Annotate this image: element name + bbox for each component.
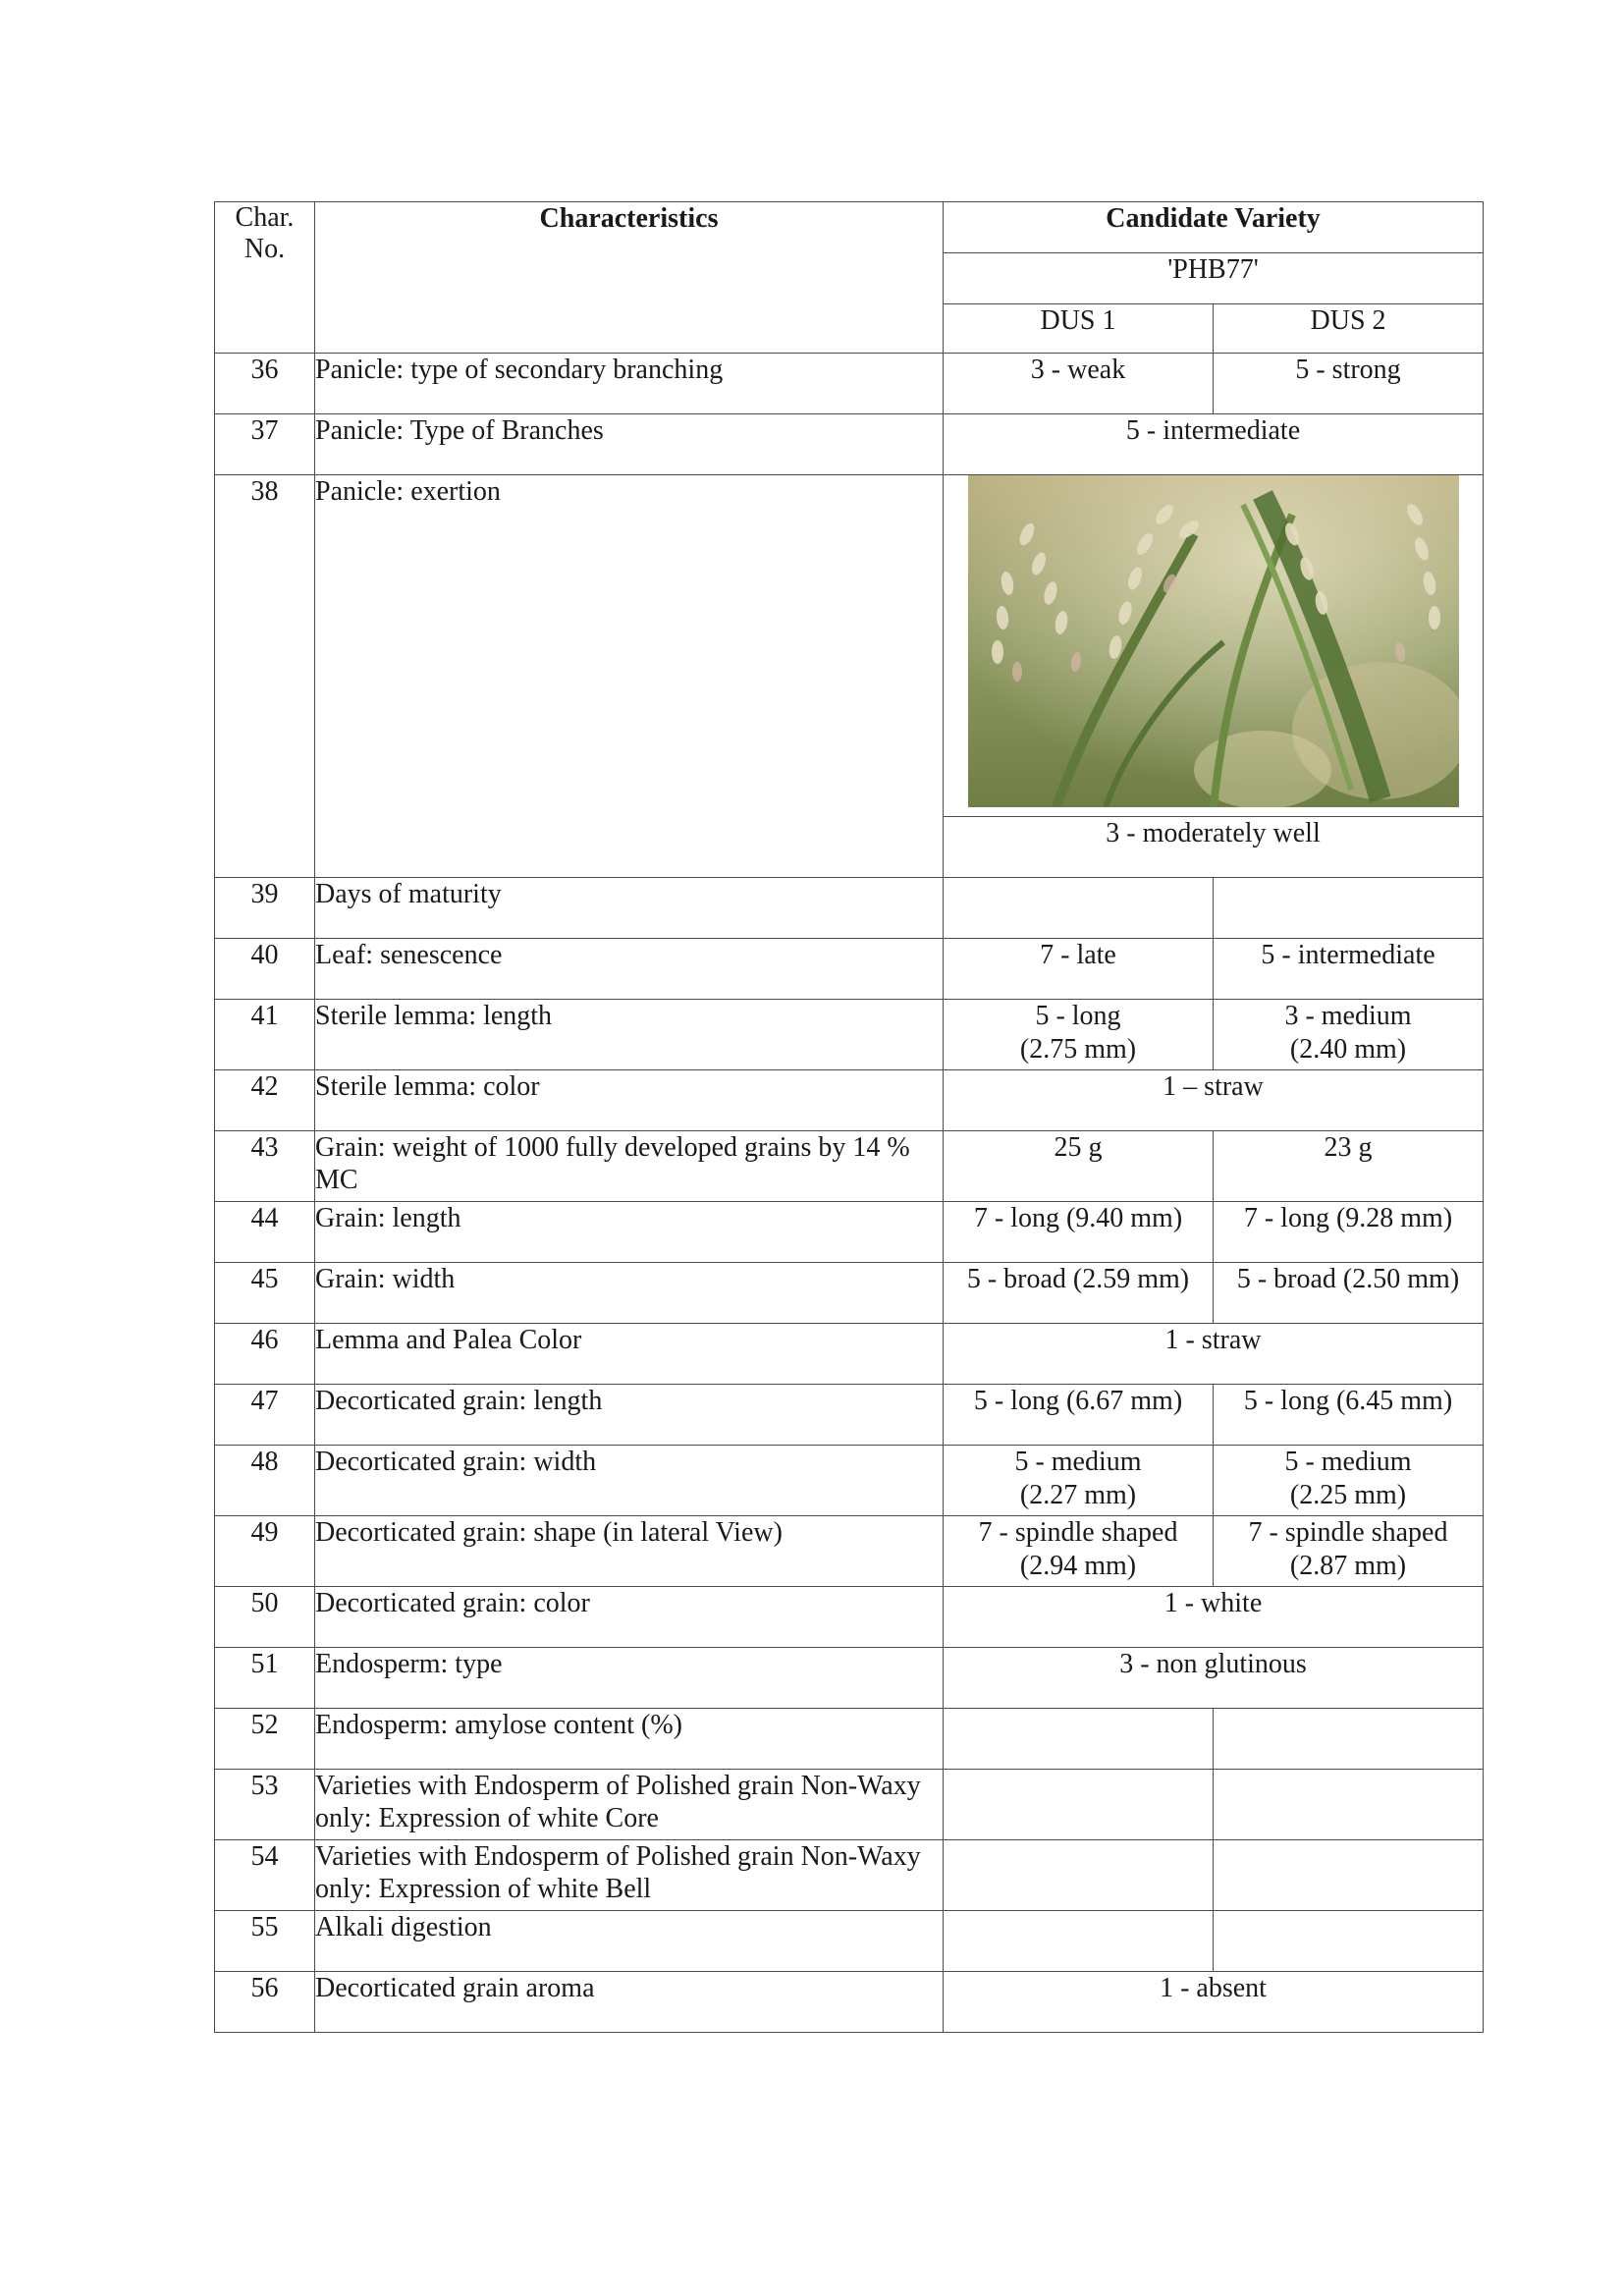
row-number: 40 xyxy=(215,939,315,1000)
dus2-value: 5 - broad (2.50 mm) xyxy=(1214,1263,1484,1324)
dus2-value: 7 - spindle shaped (2.87 mm) xyxy=(1214,1516,1484,1587)
table-row xyxy=(215,1070,1484,1131)
dus1-value: 5 - long (2.75 mm) xyxy=(944,1000,1214,1070)
characteristic-label: Decorticated grain aroma xyxy=(315,1972,944,2033)
table-row xyxy=(215,1587,1484,1648)
row-number: 47 xyxy=(215,1385,315,1446)
characteristic-label: Varieties with Endosperm of Polished grain Non-Waxy only: Expression of white Bell xyxy=(315,1840,944,1911)
dus1-value xyxy=(944,1840,1214,1911)
dus2-value xyxy=(1214,1709,1484,1770)
table-row xyxy=(215,354,1484,414)
row-number: 41 xyxy=(215,1000,315,1070)
dus2-value: 5 - medium (2.25 mm) xyxy=(1214,1446,1484,1516)
table-row xyxy=(215,1000,1484,1070)
characteristic-label: Sterile lemma: length xyxy=(315,1000,944,1070)
char-no-header: Char. No. xyxy=(215,202,315,354)
table-row xyxy=(215,1385,1484,1446)
table-row xyxy=(215,1709,1484,1770)
combined-value: 1 - straw xyxy=(944,1324,1484,1385)
dus1-value: 5 - broad (2.59 mm) xyxy=(944,1263,1214,1324)
row-number: 50 xyxy=(215,1587,315,1648)
row-number: 43 xyxy=(215,1131,315,1202)
dus1-header: DUS 1 xyxy=(944,304,1214,354)
dus1-value xyxy=(944,1911,1214,1972)
row-number: 54 xyxy=(215,1840,315,1911)
characteristic-label: Decorticated grain: shape (in lateral View) xyxy=(315,1516,944,1587)
characteristic-label: Decorticated grain: length xyxy=(315,1385,944,1446)
dus2-value xyxy=(1214,1840,1484,1911)
table-row xyxy=(215,1324,1484,1385)
table-row xyxy=(215,1131,1484,1202)
characteristic-label: Endosperm: amylose content (%) xyxy=(315,1709,944,1770)
dus1-value xyxy=(944,878,1214,939)
row-number: 48 xyxy=(215,1446,315,1516)
row-number: 37 xyxy=(215,414,315,475)
dus1-value: 25 g xyxy=(944,1131,1214,1202)
dus1-value: 3 - weak xyxy=(944,354,1214,414)
table-row xyxy=(215,1263,1484,1324)
table-row xyxy=(215,1516,1484,1587)
dus-characteristics-table xyxy=(214,201,1484,2033)
dus2-value: 3 - medium (2.40 mm) xyxy=(1214,1000,1484,1070)
table-row xyxy=(215,1648,1484,1709)
characteristic-label: Endosperm: type xyxy=(315,1648,944,1709)
dus1-value: 7 - spindle shaped (2.94 mm) xyxy=(944,1516,1214,1587)
row-number: 36 xyxy=(215,354,315,414)
dus2-value xyxy=(1214,1770,1484,1840)
candidate-variety-header: Candidate Variety xyxy=(944,202,1484,253)
dus2-value: 7 - long (9.28 mm) xyxy=(1214,1202,1484,1263)
table-row xyxy=(215,1911,1484,1972)
rice-panicle-photo xyxy=(968,475,1459,807)
dus2-value xyxy=(1214,878,1484,939)
dus1-value: 7 - late xyxy=(944,939,1214,1000)
row-number: 56 xyxy=(215,1972,315,2033)
row-number: 46 xyxy=(215,1324,315,1385)
table-row xyxy=(215,1972,1484,2033)
characteristic-label: Sterile lemma: color xyxy=(315,1070,944,1131)
characteristic-label: Panicle: exertion xyxy=(315,475,944,878)
combined-value: 1 - white xyxy=(944,1587,1484,1648)
table-row xyxy=(215,1446,1484,1516)
row-number: 53 xyxy=(215,1770,315,1840)
row-number: 39 xyxy=(215,878,315,939)
table-row xyxy=(215,1840,1484,1911)
combined-value: 1 – straw xyxy=(944,1070,1484,1131)
dus1-value xyxy=(944,1770,1214,1840)
combined-value: 5 - intermediate xyxy=(944,414,1484,475)
combined-value: 3 - moderately well xyxy=(944,817,1484,878)
dus2-value xyxy=(1214,1911,1484,1972)
dus1-value xyxy=(944,1709,1214,1770)
characteristic-label: Varieties with Endosperm of Polished grain Non-Waxy only: Expression of white Core xyxy=(315,1770,944,1840)
characteristics-header: Characteristics xyxy=(315,202,944,354)
row-number: 51 xyxy=(215,1648,315,1709)
row-number: 52 xyxy=(215,1709,315,1770)
characteristic-label: Alkali digestion xyxy=(315,1911,944,1972)
row-number: 45 xyxy=(215,1263,315,1324)
row-number: 38 xyxy=(215,475,315,878)
characteristic-label: Grain: width xyxy=(315,1263,944,1324)
characteristic-label: Lemma and Palea Color xyxy=(315,1324,944,1385)
table-row xyxy=(215,939,1484,1000)
dus1-value: 7 - long (9.40 mm) xyxy=(944,1202,1214,1263)
dus1-value: 5 - medium (2.27 mm) xyxy=(944,1446,1214,1516)
characteristic-label: Days of maturity xyxy=(315,878,944,939)
panicle-photo-cell xyxy=(944,475,1484,817)
dus2-value: 5 - strong xyxy=(1214,354,1484,414)
characteristic-label: Decorticated grain: width xyxy=(315,1446,944,1516)
dus2-value: 23 g xyxy=(1214,1131,1484,1202)
table-row xyxy=(215,475,1484,817)
characteristic-label: Decorticated grain: color xyxy=(315,1587,944,1648)
dus2-value: 5 - long (6.45 mm) xyxy=(1214,1385,1484,1446)
combined-value: 1 - absent xyxy=(944,1972,1484,2033)
table-row xyxy=(215,1770,1484,1840)
characteristic-label: Grain: length xyxy=(315,1202,944,1263)
characteristic-label: Grain: weight of 1000 fully developed grains by 14 % MC xyxy=(315,1131,944,1202)
combined-value: 3 - non glutinous xyxy=(944,1648,1484,1709)
row-number: 55 xyxy=(215,1911,315,1972)
dus1-value: 5 - long (6.67 mm) xyxy=(944,1385,1214,1446)
table-row xyxy=(215,414,1484,475)
table-row xyxy=(215,1202,1484,1263)
variety-name: 'PHB77' xyxy=(944,253,1484,304)
row-number: 49 xyxy=(215,1516,315,1587)
table-row xyxy=(215,878,1484,939)
characteristic-label: Panicle: Type of Branches xyxy=(315,414,944,475)
characteristic-label: Leaf: senescence xyxy=(315,939,944,1000)
dus2-header: DUS 2 xyxy=(1214,304,1484,354)
row-number: 44 xyxy=(215,1202,315,1263)
row-number: 42 xyxy=(215,1070,315,1131)
dus2-value: 5 - intermediate xyxy=(1214,939,1484,1000)
characteristic-label: Panicle: type of secondary branching xyxy=(315,354,944,414)
